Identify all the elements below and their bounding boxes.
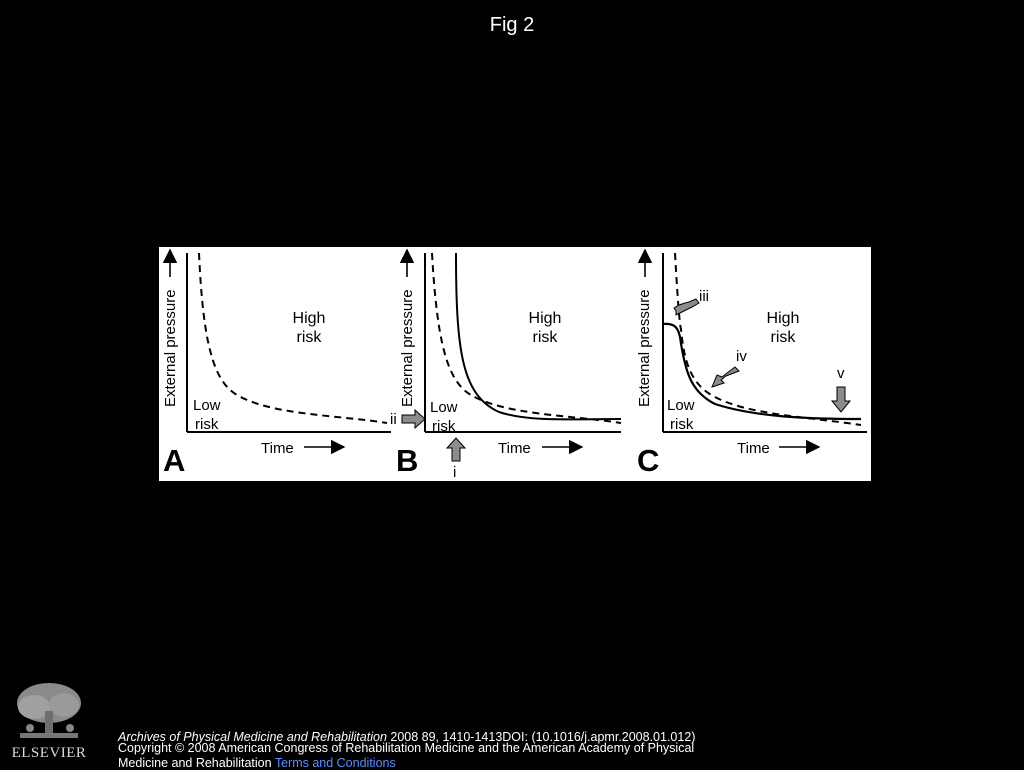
panel-b-letter: B (396, 443, 419, 478)
panel-a (162, 250, 391, 478)
panel-c-arrow-iv (712, 367, 739, 387)
panel-c-low-risk-line2: risk (670, 416, 694, 433)
citation-details: 2008 89, 1410-1413DOI: (10.1016/j.apmr.2008.01.012) (386, 730, 696, 744)
panel-c-arrow-v-label: v (837, 365, 845, 382)
panel-c-arrow-iv-label: iv (736, 348, 747, 365)
panel-b-high-risk-line2: risk (532, 329, 558, 346)
panel-c-letter: C (637, 443, 660, 478)
panel-b-x-axis-label: Time (498, 440, 531, 457)
elsevier-logo (10, 681, 88, 767)
copyright-line-1: Copyright © 2008 American Congress of Rehabilitation Medicine and the American Academy of Physical (118, 741, 695, 755)
figure-svg (159, 247, 871, 481)
panel-b (390, 250, 621, 481)
panel-c (636, 250, 867, 478)
panel-b-arrow-i-label: i (453, 464, 457, 481)
panel-b-arrow-ii-label: ii (390, 411, 397, 428)
panel-a-x-axis-label: Time (261, 440, 294, 457)
panel-b-low-risk-line2: risk (432, 418, 456, 435)
copyright-org: Medicine and Rehabilitation (118, 756, 275, 770)
panel-b-arrow-ii (402, 410, 425, 428)
panel-c-arrow-v (832, 387, 850, 412)
panel-a-high-risk-line2: risk (296, 329, 322, 346)
figure-panel-group (159, 247, 871, 481)
panel-c-high-risk-line1: High (766, 310, 800, 327)
panel-a-low-risk-line2: risk (195, 416, 219, 433)
panel-c-threshold-curve (675, 253, 861, 425)
panel-c-x-axis-label: Time (737, 440, 770, 457)
panel-a-threshold-curve (199, 253, 387, 423)
panel-a-y-axis-label: External pressure (162, 289, 179, 407)
panel-c-y-axis-label: External pressure (636, 289, 653, 407)
panel-a-high-risk-line1: High (292, 310, 326, 327)
slide-title: Fig 2 (489, 14, 535, 36)
panel-a-letter: A (163, 443, 186, 478)
panel-c-low-risk-line1: Low (667, 397, 695, 414)
terms-and-conditions-link[interactable]: Terms and Conditions (274, 756, 396, 770)
journal-name: Archives of Physical Medicine and Rehabilitation (118, 730, 387, 744)
panel-a-low-risk-line1: Low (193, 397, 221, 414)
panel-b-high-risk-line1: High (528, 310, 562, 327)
panel-b-arrow-i (447, 438, 465, 461)
panel-c-arrow-iii-label: iii (699, 288, 709, 305)
panel-b-low-risk-line1: Low (430, 399, 458, 416)
panel-b-y-axis-label: External pressure (399, 289, 416, 407)
panel-c-high-risk-line2: risk (770, 329, 796, 346)
elsevier-wordmark: ELSEVIER (11, 745, 87, 761)
elsevier-tree-icon (12, 681, 86, 743)
